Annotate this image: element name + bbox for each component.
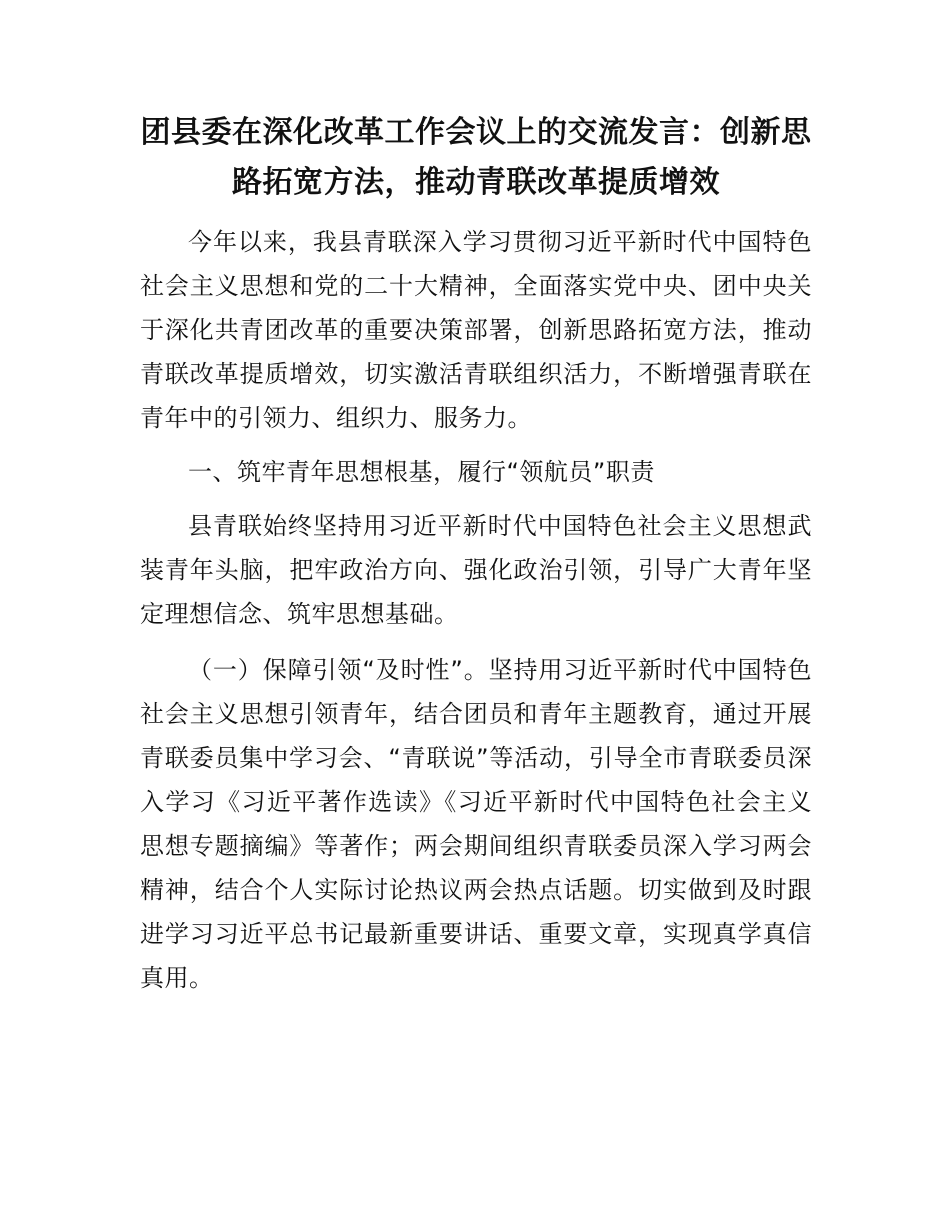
- document-title: 团县委在深化改革工作会议上的交流发言：创新思路拓宽方法，推动青联改革提质增效: [140, 115, 812, 200]
- document-page: [140, 108, 812, 1000]
- intro-paragraph: 今年以来，我县青联深入学习贯彻习近平新时代中国特色社会主义思想和党的二十大精神，全面落实党中央、团中央关于深化共青团改革的重要决策部署，创新思路拓宽方法，推动青联改革提质增效，切实激活青联组织活力，不断增强青联在青年中的引领力、组织力、服务力。: [140, 228, 812, 432]
- subsection-1-paragraph: （一）保障引领“及时性”。坚持用习近平新时代中国特色社会主义思想引领青年，结合团员和青年主题教育，通过开展青联委员集中学习会、“青联说”等活动，引导全市青联委员深入学习《习近平著作选读》《习近平新时代中国特色社会主义思想专题摘编》等著作；两会期间组织青联委员深入学习两会精神，结合个人实际讨论热议两会热点话题。切实做到及时跟进学习习近平总书记最新重要讲话、重要文章，实现真学真信真用。: [140, 656, 812, 992]
- section-1-paragraph: 县青联始终坚持用习近平新时代中国特色社会主义思想武装青年头脑，把牢政治方向、强化政治引领，引导广大青年坚定理想信念、筑牢思想基础。: [140, 512, 812, 628]
- section-heading-1: 一、筑牢青年思想根基，履行“领航员”职责: [188, 458, 655, 486]
